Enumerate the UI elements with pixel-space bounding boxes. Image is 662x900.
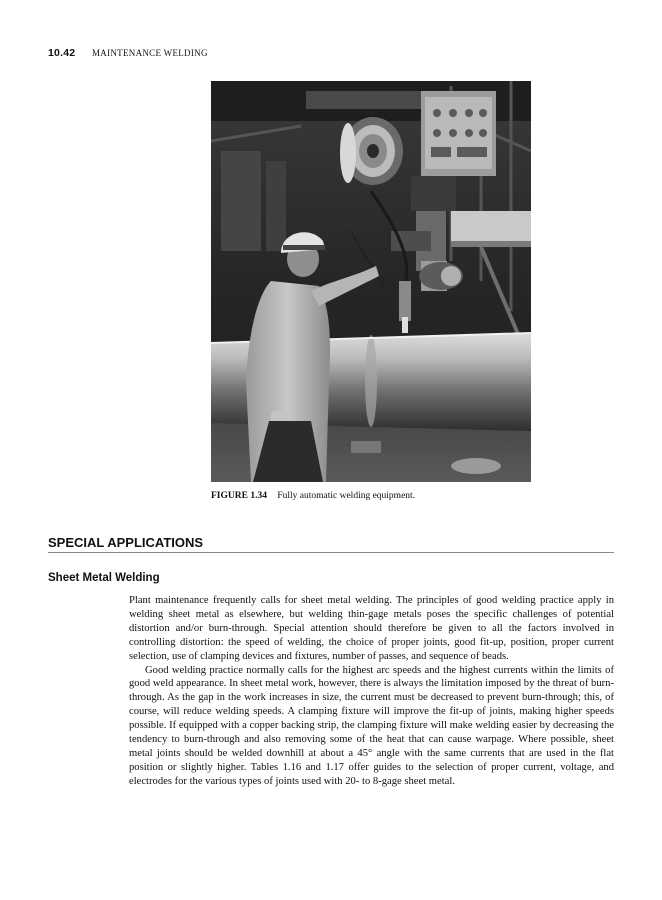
running-head [48,47,208,59]
section-heading: SPECIAL APPLICATIONS [48,535,204,550]
figure-caption [211,491,415,501]
figure-caption-text: Fully automatic welding equipment. [277,491,416,501]
figure-label: FIGURE 1.34 [211,491,267,501]
page-number: 10.42 [48,47,76,59]
paragraph-2: Good welding practice normally calls for the highest arc speeds and the highest currents within the limits of good weld appearance. In sheet metal work, however, there is always the limitation imposed by the threat of burn-through. As the gap in the work increases in size, the current must be decreased to prevent burn-through; this, of course, will reduce welding speeds. A clamping fixture will improve the fit-up of joints, making higher speeds possible. If equipped with a copper backing strip, the clamping fixture will make welding easier by decreasing the tendency to burn-through and also removing some of the heat that can cause warpage. Where possible, sheet metal joints should be welded downhill at about a 45° angle with the same currents that are used in the flat position or slightly higher. Tables 1.16 and 1.17 offer guides to the selection of proper current, voltage, and electrodes for the various types of joints used with 20- to 8-gage sheet metal. [129,664,614,787]
section-divider [48,552,614,553]
welding-equipment-photo [211,81,531,482]
body-text [129,594,614,789]
figure-photo [211,81,531,482]
subsection-heading: Sheet Metal Welding [48,572,160,584]
paragraph-1: Plant maintenance frequently calls for sheet metal welding. The principles of good welding practice apply in welding sheet metal as elsewhere, but welding thin-gage metals poses the specific challenges of potential distortion and/or burn-through. Special attention should therefore be given to all the factors involved in controlling distortion: the speed of welding, the choice of proper joints, good fit-up, position, proper current selection, use of clamping devices and fixtures, number of passes, and sequence of beads. [129,595,614,662]
running-head-title: MAINTENANCE WELDING [91,48,208,58]
